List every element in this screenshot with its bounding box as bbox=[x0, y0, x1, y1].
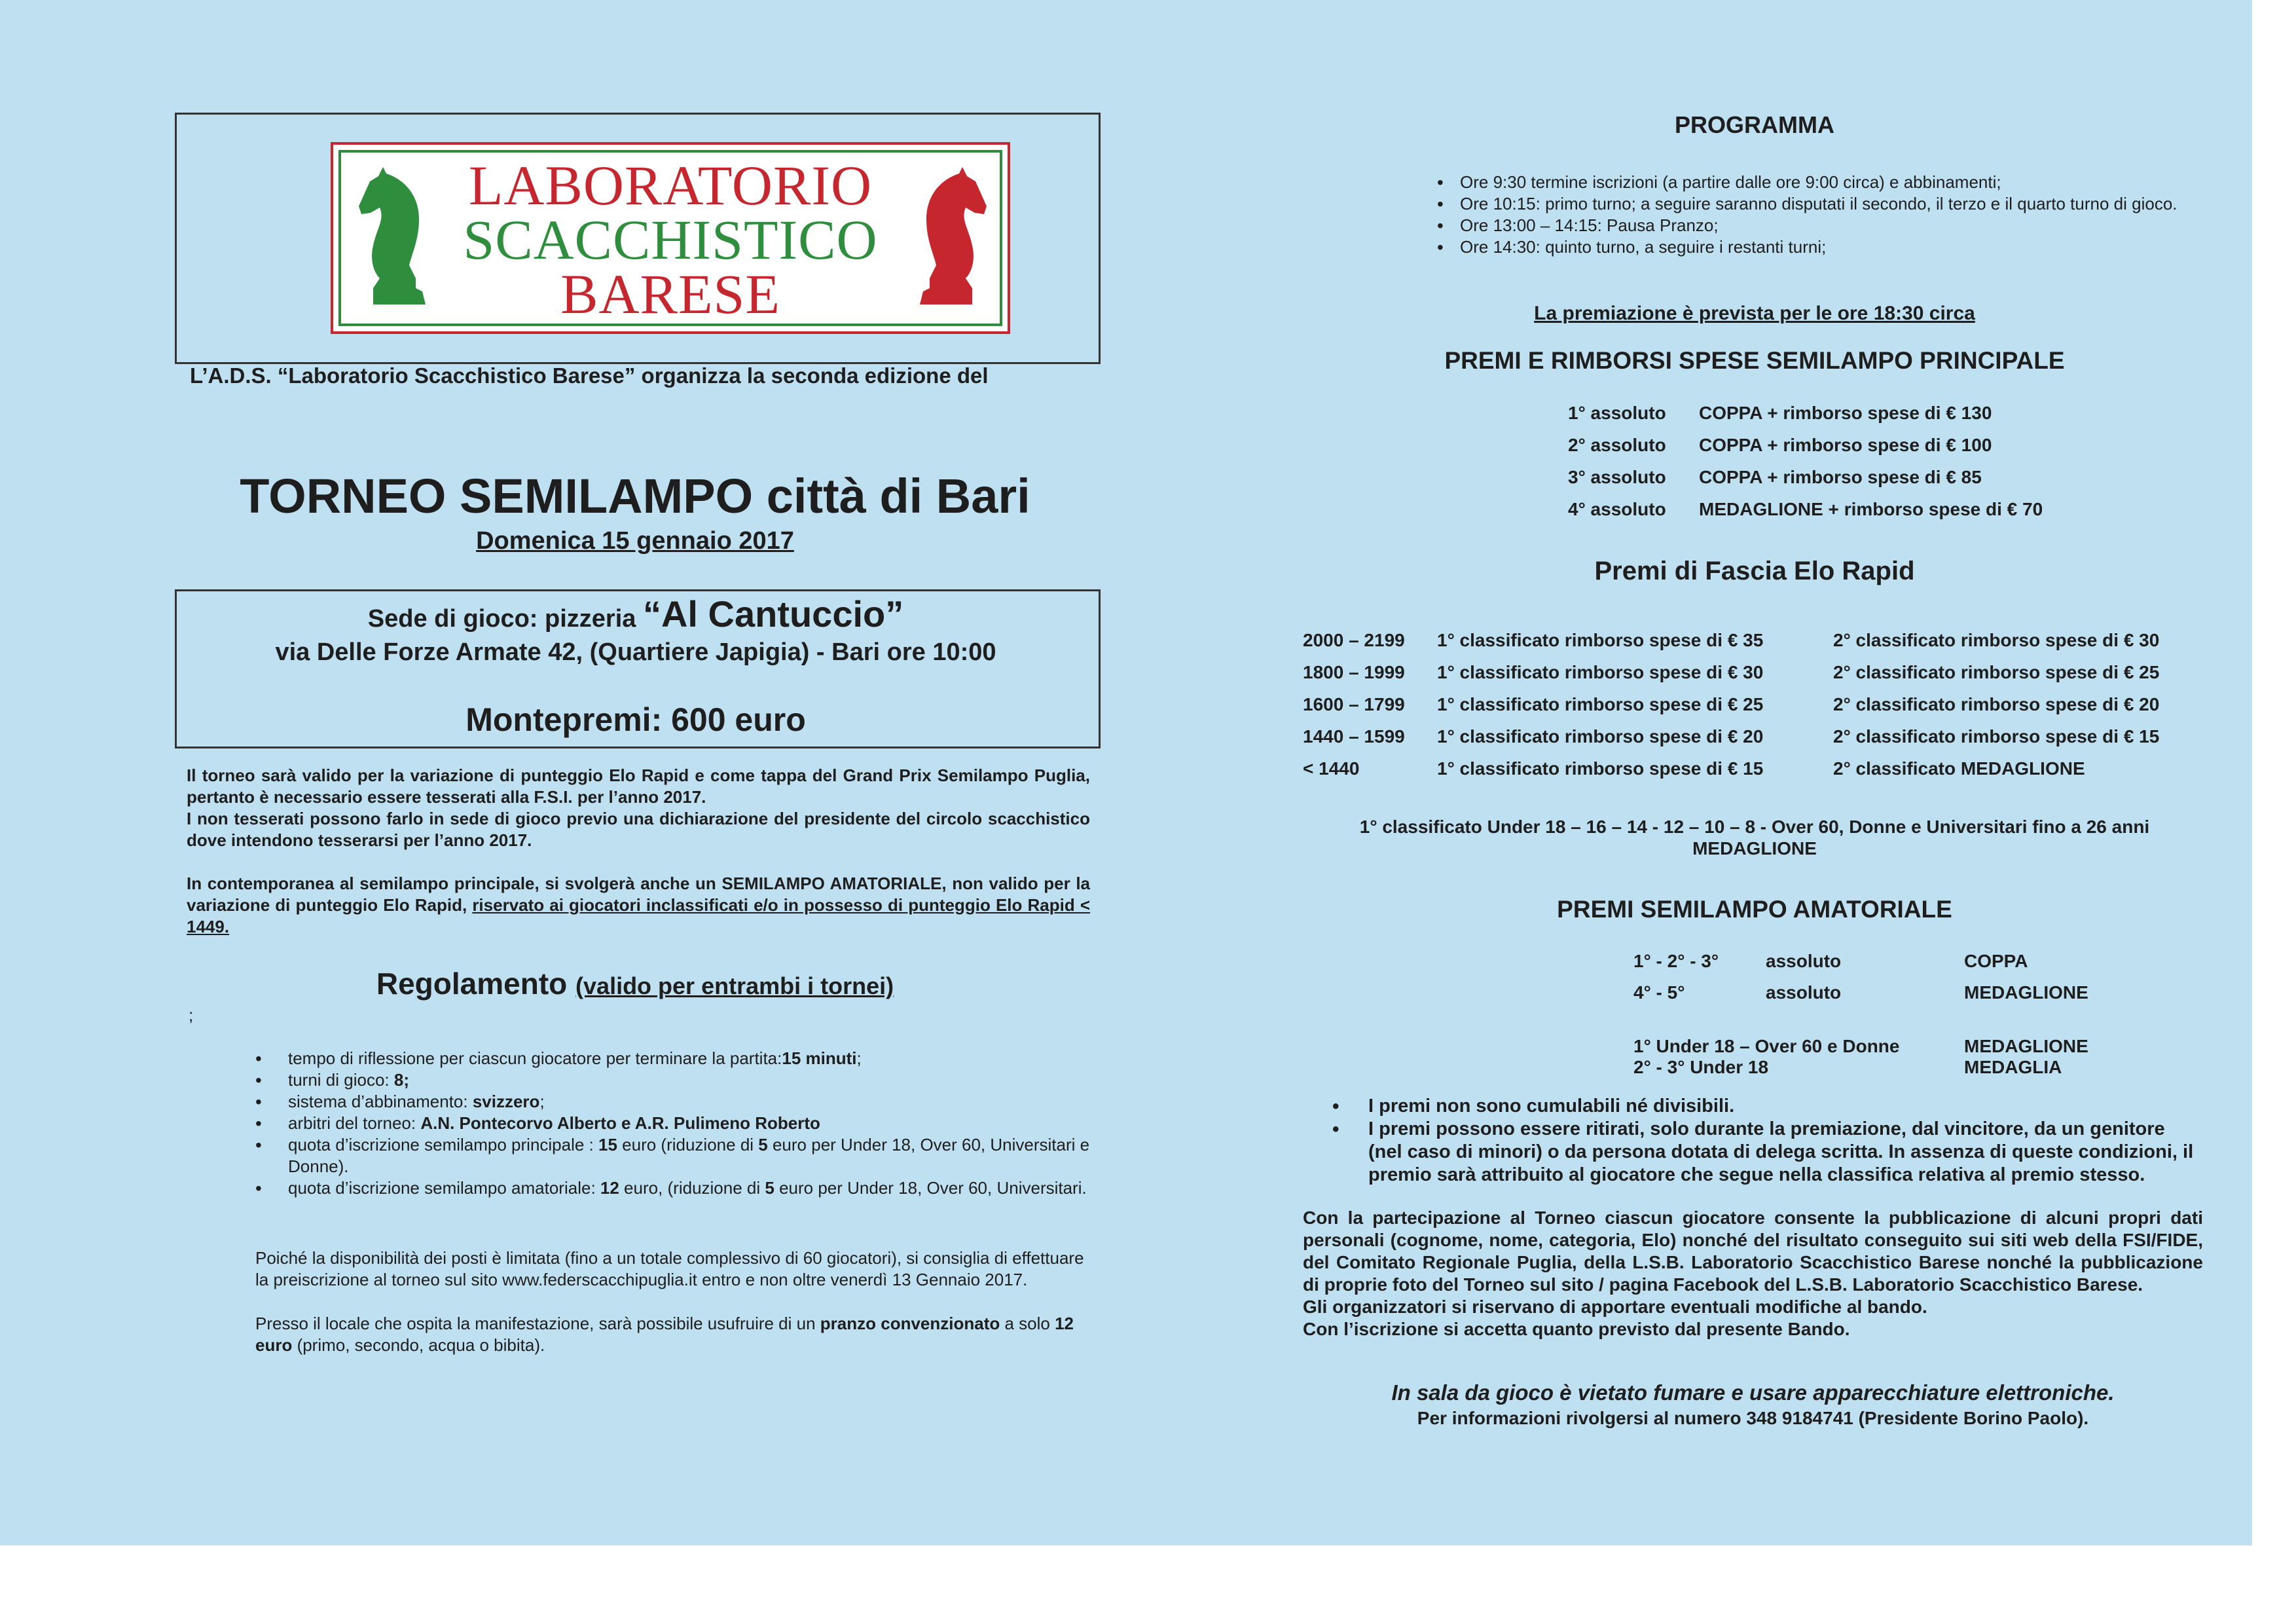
programma-title: PROGRAMMA bbox=[1675, 111, 1834, 138]
premi-rules-list bbox=[1332, 1095, 2203, 1187]
preiscrizione-note: Poiché la disponibilità dei posti è limitata (fino a un totale complessivo di 60 giocatori), si consiglia di effettuare la preiscrizione al torneo sul sito www.federscacchipuglia.it entro e non oltre venerdì 13 Gennaio 2017. bbox=[255, 1248, 1084, 1289]
programma-item: • Ore 14:30: quinto turno, a seguire i restanti turni; bbox=[1427, 236, 2200, 258]
venue-name: “Al Cantuccio” bbox=[642, 593, 904, 635]
amatoriale-prize: COPPA bbox=[1964, 951, 2028, 971]
rules-list bbox=[255, 1048, 1100, 1199]
regolamento-title: Regolamento bbox=[376, 967, 568, 1001]
logo-line-3: BARESE bbox=[560, 263, 780, 325]
montepremi: Montepremi: 600 euro bbox=[465, 701, 806, 738]
elo-second-prize: 2° classificato rimborso spese di € 25 bbox=[1833, 662, 2160, 682]
premiazione-time: La premiazione è prevista per le ore 18:30 circa bbox=[1534, 303, 1975, 324]
elo-first-prize: 1° classificato rimborso spese di € 25 bbox=[1437, 694, 1764, 714]
programma-item: • Ore 9:30 termine iscrizioni (a partire dalle ore 9:00 circa) e abbinamenti; bbox=[1427, 172, 2200, 193]
prize-pos: 3° assoluto bbox=[1568, 467, 1666, 487]
programma-list bbox=[1427, 172, 2200, 258]
fascia-title: Premi di Fascia Elo Rapid bbox=[1594, 557, 1915, 585]
elo-range: 2000 – 2199 bbox=[1303, 630, 1405, 650]
registration-text: I non tesserati possono farlo in sede di gioco previo una dichiarazione del presidente del circolo scacchistico dove intendono tesserarsi per l’anno 2017. bbox=[187, 809, 1090, 850]
rule-item: • sistema d’abbinamento: svizzero; bbox=[255, 1091, 1100, 1113]
intro-text: L’A.D.S. “Laboratorio Scacchistico Barese” organizza la seconda edizione del bbox=[190, 363, 989, 388]
elo-first-prize: 1° classificato rimborso spese di € 35 bbox=[1437, 630, 1764, 650]
prize-value: COPPA + rimborso spese di € 100 bbox=[1699, 435, 1992, 455]
modifiche-note: Gli organizzatori si riservano di apportare eventuali modifiche al bando. bbox=[1303, 1297, 1927, 1317]
amatoriale-extra-pos: 2° - 3° Under 18 bbox=[1633, 1057, 1769, 1077]
rule-item: • tempo di riflessione per ciascun giocatore per terminare la partita:15 minuti; bbox=[255, 1048, 1100, 1069]
contact-info: Per informazioni rivolgersi al numero 348 9184741 (Presidente Borino Paolo). bbox=[1417, 1408, 2089, 1428]
amatoriale-extra-prize: MEDAGLIA bbox=[1964, 1057, 2062, 1077]
pranzo-note: Presso il locale che ospita la manifestazione, sarà possibile usufruire di un pranzo convenzionato a solo 12 euro (primo, secondo, acqua o bibita). bbox=[255, 1314, 1074, 1355]
knight-icon-red bbox=[913, 167, 992, 311]
venue-label: Sede di gioco: pizzeria bbox=[367, 605, 636, 633]
stray-semicolon: ; bbox=[189, 1005, 194, 1025]
prize-value: MEDAGLIONE + rimborso spese di € 70 bbox=[1699, 499, 2043, 519]
regolamento-subtitle: (valido per entrambi i tornei) bbox=[575, 972, 894, 999]
categorie-prize: 1° classificato Under 18 – 16 – 14 - 12 – 10 – 8 - Over 60, Donne e Universitari fino a 26 anni bbox=[1359, 817, 2150, 837]
elo-validity-text: Il torneo sarà valido per la variazione di punteggio Elo Rapid e come tappa del Grand Prix Semilampo Puglia, pertanto è necessario essere tesserati alla F.S.I. per l’anno 2017. bbox=[187, 766, 1090, 807]
programma-item: • Ore 10:15: primo turno; a seguire saranno disputati il secondo, il terzo e il quarto turno di gioco. bbox=[1427, 193, 2200, 215]
elo-range: 1800 – 1999 bbox=[1303, 662, 1405, 682]
elo-first-prize: 1° classificato rimborso spese di € 30 bbox=[1437, 662, 1764, 682]
premi-rule-item: • I premi possono essere ritirati, solo durante la premiazione, dal vincitore, da un genitore (nel caso di minori) o da persona dotata di delega scritta. In assenza di queste condizioni, il premio sarà attribuito al giocatore che segue nella classifica relativa al premio stesso. bbox=[1332, 1118, 2203, 1187]
privacy-paragraph: Con la partecipazione al Torneo ciascun giocatore consente la pubblicazione di alcuni propri dati personali (cognome, nome, categoria, Elo) nonché del risultato conseguito sui siti web della FSI/FIDE, del Comitato Regionale Puglia, della L.S.B. Laboratorio Scacchistico Barese nonché la pubblicazione di proprie foto del Torneo sul sito / pagina Facebook del L.S.B. Laboratorio Scacchistico Barese. bbox=[1303, 1208, 2203, 1295]
amatoriale-pos: 4° - 5° bbox=[1633, 982, 1685, 1003]
categorie-prize-value: MEDAGLIONE bbox=[1692, 838, 1817, 858]
accettazione-note: Con l’iscrizione si accetta quanto previsto dal presente Bando. bbox=[1303, 1319, 1850, 1339]
prize-pos: 4° assoluto bbox=[1568, 499, 1666, 519]
rule-item: • arbitri del torneo: A.N. Pontecorvo Alberto e A.R. Pulimeno Roberto bbox=[255, 1113, 1100, 1134]
amatoriale-type: assoluto bbox=[1766, 951, 1842, 971]
venue-line bbox=[175, 593, 1097, 635]
privacy-text bbox=[1303, 1207, 2203, 1340]
elo-first-prize: 1° classificato rimborso spese di € 15 bbox=[1437, 758, 1764, 779]
tournament-title: TORNEO SEMILAMPO città di Bari bbox=[240, 469, 1030, 523]
elo-range: 1600 – 1799 bbox=[1303, 694, 1405, 714]
logo-line-1: LABORATORIO bbox=[468, 154, 873, 217]
no-smoking-warning: In sala da gioco è vietato fumare e usare apparecchiature elettroniche. bbox=[1391, 1380, 2115, 1405]
elo-range: < 1440 bbox=[1303, 758, 1360, 779]
regolamento-heading bbox=[170, 966, 1100, 1001]
amatoriale-prize: MEDAGLIONE bbox=[1964, 982, 2088, 1003]
knight-icon-green bbox=[354, 167, 432, 311]
premi-rule-item: • I premi non sono cumulabili né divisibili. bbox=[1332, 1095, 2203, 1118]
logo-line-2: SCACCHISTICO bbox=[463, 208, 878, 271]
logo-banner bbox=[331, 142, 1010, 334]
amatoriale-text-restriction: riservato ai giocatori inclassificati e/o in possesso di punteggio Elo Rapid < 1449. bbox=[187, 895, 1091, 936]
prize-value: COPPA + rimborso spese di € 130 bbox=[1699, 403, 1992, 423]
rule-item: • turni di gioco: 8; bbox=[255, 1069, 1100, 1091]
prize-pos: 1° assoluto bbox=[1568, 403, 1666, 423]
elo-range: 1440 – 1599 bbox=[1303, 726, 1405, 747]
elo-second-prize: 2° classificato rimborso spese di € 15 bbox=[1833, 726, 2160, 747]
prize-value: COPPA + rimborso spese di € 85 bbox=[1699, 467, 1982, 487]
premi-principale-title: PREMI E RIMBORSI SPESE SEMILAMPO PRINCIPALE bbox=[1444, 347, 2065, 374]
elo-second-prize: 2° classificato MEDAGLIONE bbox=[1833, 758, 2085, 779]
elo-first-prize: 1° classificato rimborso spese di € 20 bbox=[1437, 726, 1764, 747]
tournament-date: Domenica 15 gennaio 2017 bbox=[476, 527, 794, 555]
amatoriale-type: assoluto bbox=[1766, 982, 1842, 1003]
rule-item: • quota d’iscrizione semilampo principale : 15 euro (riduzione di 5 euro per Under 18, Over 60, Universitari e Donne). bbox=[255, 1134, 1100, 1177]
amatoriale-extra-pos: 1° Under 18 – Over 60 e Donne bbox=[1633, 1036, 1900, 1056]
amatoriale-text bbox=[187, 873, 1090, 938]
prize-pos: 2° assoluto bbox=[1568, 435, 1666, 455]
programma-item: • Ore 13:00 – 14:15: Pausa Pranzo; bbox=[1427, 215, 2200, 236]
amatoriale-text-main: In contemporanea al semilampo principale, si svolgerà anche un SEMILAMPO AMATORIALE, non valido per la variazione di punteggio Elo Rapid, bbox=[187, 874, 1090, 915]
elo-second-prize: 2° classificato rimborso spese di € 20 bbox=[1833, 694, 2160, 714]
amatoriale-extra-prize: MEDAGLIONE bbox=[1964, 1036, 2088, 1056]
premi-amatoriale-title: PREMI SEMILAMPO AMATORIALE bbox=[1557, 896, 1952, 923]
rule-item: • quota d’iscrizione semilampo amatoriale: 12 euro, (riduzione di 5 euro per Under 18, Over 60, Universitari. bbox=[255, 1177, 1100, 1199]
venue-address: via Delle Forze Armate 42, (Quartiere Japigia) - Bari ore 10:00 bbox=[275, 638, 996, 666]
elo-second-prize: 2° classificato rimborso spese di € 30 bbox=[1833, 630, 2160, 650]
amatoriale-pos: 1° - 2° - 3° bbox=[1633, 951, 1719, 971]
